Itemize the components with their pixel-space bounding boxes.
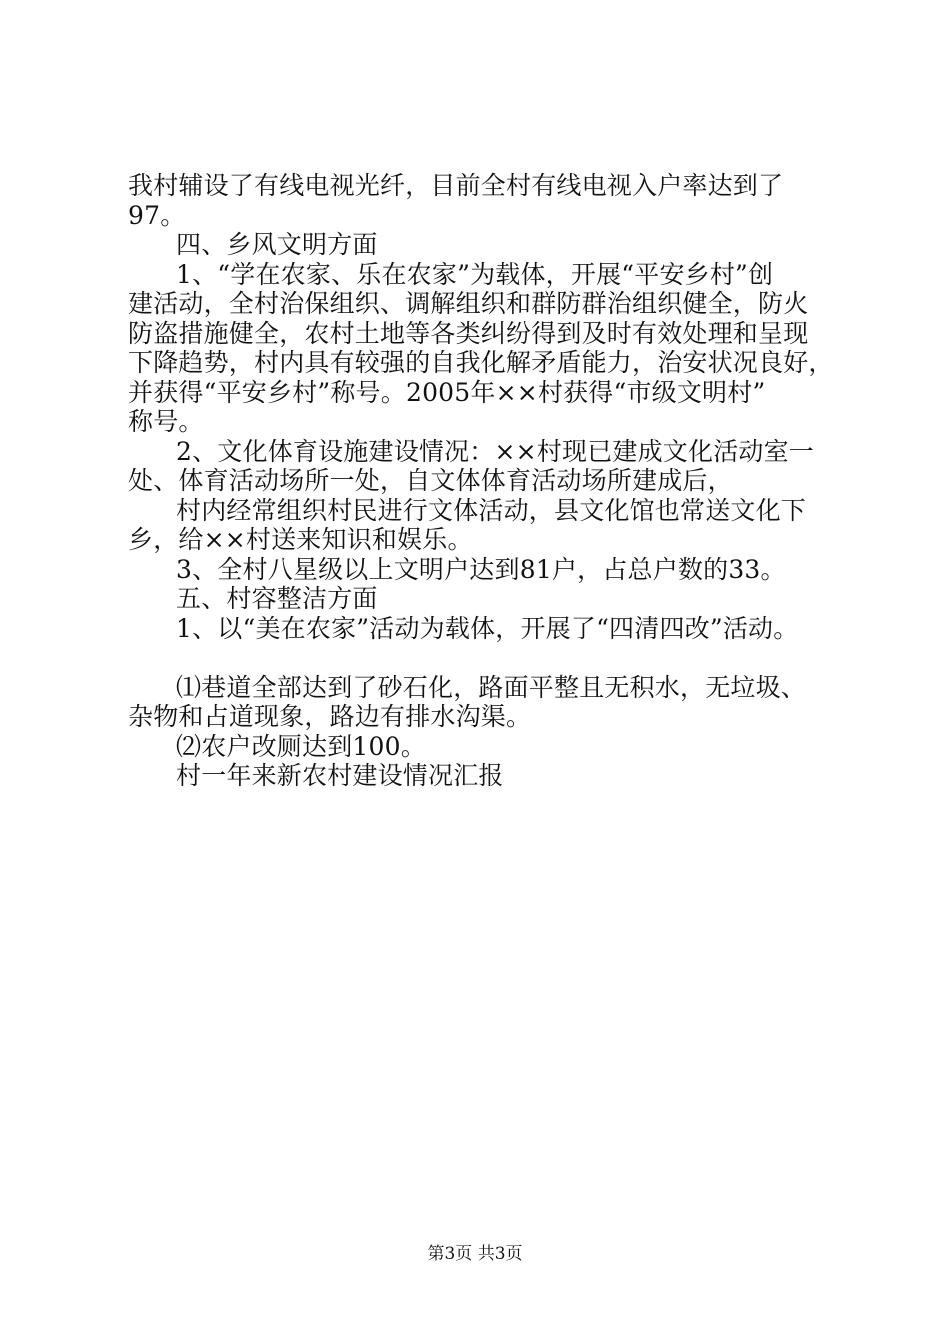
text-line: 1、“学在农家、乐在农家”为载体，开展“平安乡村”创 [176, 259, 774, 289]
document-body [128, 171, 834, 791]
text-line: 杂物和占道现象，路边有排水沟渠。 [128, 702, 532, 731]
text-line: 我村辅设了有线电视光纤，目前全村有线电视入户率达到了 [128, 171, 784, 200]
text-line: ⑴巷道全部达到了砂石化，路面平整且无积水，无垃圾、 [176, 672, 807, 702]
text-line: 3、全村八星级以上文明户达到81户，占总户数的33。 [176, 554, 786, 584]
page-footer [0, 1244, 950, 1264]
document-title-line: 村一年来新农村建设情况汇报 [176, 761, 504, 790]
text-line: 处、体育活动场所一处，自文体体育活动场所建成后， [128, 466, 733, 495]
text-line: 称号。 [128, 407, 204, 436]
text-line: 1、以“美在农家”活动为载体，开展了“四清四改”活动。 [176, 613, 799, 643]
text-line: ⑵农户改厕达到100。 [176, 731, 426, 761]
paragraph-gap [128, 643, 828, 673]
text-line: 村内经常组织村民进行文体活动，县文化馆也常送文化下 [176, 495, 807, 525]
text-line: 并获得“平安乡村”称号。2005年××村获得“市级文明村” [128, 377, 766, 407]
text-line: 下降趋势，村内具有较强的自我化解矛盾能力，治安状况良好， [128, 348, 834, 377]
text-line: 防盗措施健全，农村土地等各类纠纷得到及时有效处理和呈现 [128, 318, 809, 348]
section-heading: 五、村容整洁方面 [176, 584, 378, 613]
text-line: 建活动，全村治保组织、调解组织和群防群治组织健全，防火 [128, 289, 809, 318]
text-line: 97。 [128, 200, 186, 230]
section-heading: 四、乡风文明方面 [176, 230, 378, 259]
page-number: 第3页 共3页 [427, 1244, 523, 1264]
text-line: 乡，给××村送来知识和娱乐。 [128, 525, 473, 554]
text-line: 2、文化体育设施建设情况：××村现已建成文化活动室一 [176, 436, 815, 466]
